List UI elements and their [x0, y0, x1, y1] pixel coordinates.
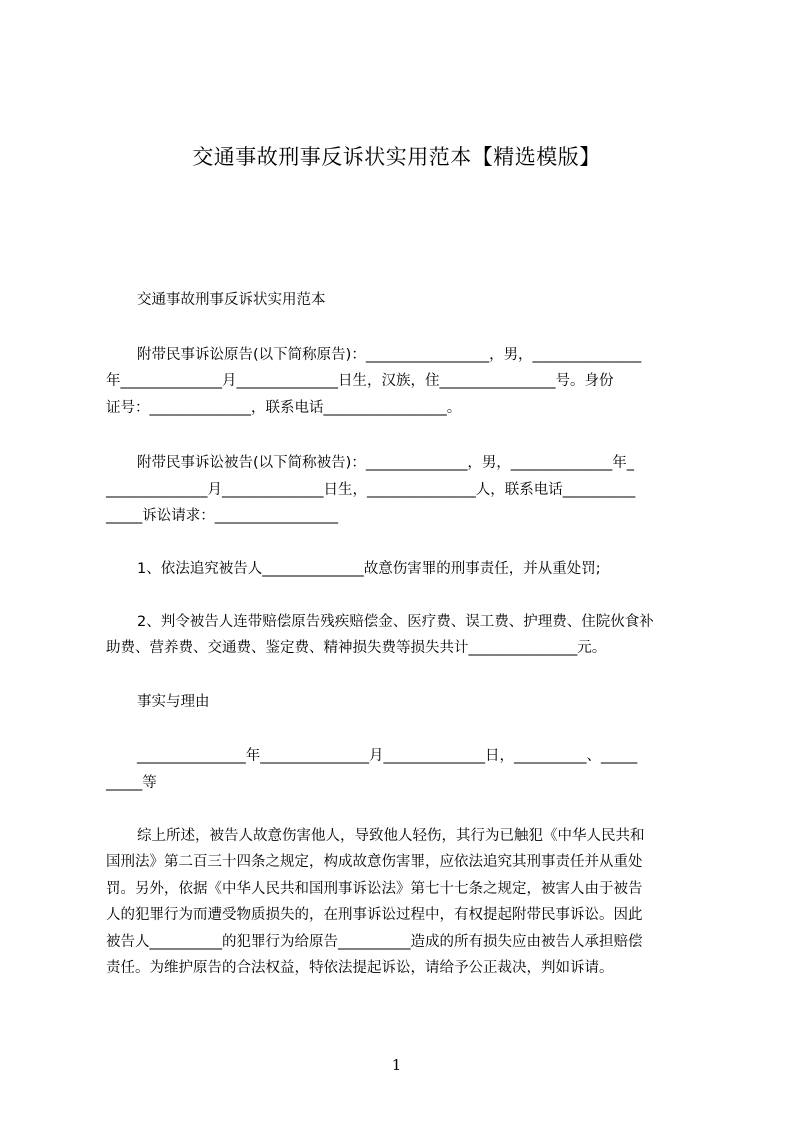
- facts-line-2: _____等: [106, 775, 157, 791]
- plaintiff-line-2: 年______________月______________日生，汉族，住________________号。身份: [106, 373, 614, 389]
- facts-heading: 事实与理由: [137, 694, 210, 710]
- claim-2-line-1: 2、判令被告人连带赔偿原告残疾赔偿金、医疗费、误工费、护理费、住院伙食补: [137, 614, 654, 630]
- claim-2-line-2: 助费、营养费、交通费、鉴定费、精神损失费等损失共计_______________元。: [106, 640, 607, 656]
- plaintiff-line-1: 附带民事诉讼原告(以下简称原告)：_________________，男，_______________: [137, 347, 642, 363]
- defendant-line-3: _____诉讼请求：_________________: [106, 508, 338, 524]
- page-number: 1: [391, 1056, 402, 1074]
- facts-line-1: _______________年_______________月______________日，__________、_____: [137, 748, 638, 764]
- plaintiff-line-3: 证号：______________，联系电话_________________。: [106, 400, 462, 416]
- defendant-line-2: ______________月______________日生，_______________人，联系电话__________: [106, 482, 636, 498]
- document-subtitle: 交通事故刑事反诉状实用范本: [137, 292, 326, 308]
- conclusion-line-4: 人的犯罪行为而遭受物质损失的，在刑事诉讼过程中，有权提起附带民事诉讼。因此: [106, 907, 643, 923]
- claim-1: 1、依法追究被告人______________故意伤害罪的刑事责任，并从重处罚;: [137, 561, 601, 577]
- conclusion-line-2: 国刑法》第二百三十四条之规定，构成故意伤害罪，应依法追究其刑事责任并从重处: [106, 854, 643, 870]
- conclusion-line-3: 罚。另外，依据《中华人民共和国刑事诉讼法》第七十七条之规定，被害人由于被告: [106, 881, 643, 897]
- document-title: 交通事故刑事反诉状实用范本【精选模版】: [192, 145, 601, 169]
- defendant-line-1: 附带民事诉讼被告(以下简称被告)：______________，男，______________年_: [137, 455, 635, 471]
- conclusion-line-1: 综上所述，被告人故意伤害他人，导致他人轻伤，其行为已触犯《中华人民共和: [137, 828, 645, 844]
- conclusion-line-5: 被告人__________的犯罪行为给原告__________造成的所有损失应由被告人承担赔偿: [106, 934, 643, 950]
- conclusion-line-6: 责任。为维护原告的合法权益，特依法提起诉讼，请给予公正裁决，判如诉请。: [106, 960, 614, 976]
